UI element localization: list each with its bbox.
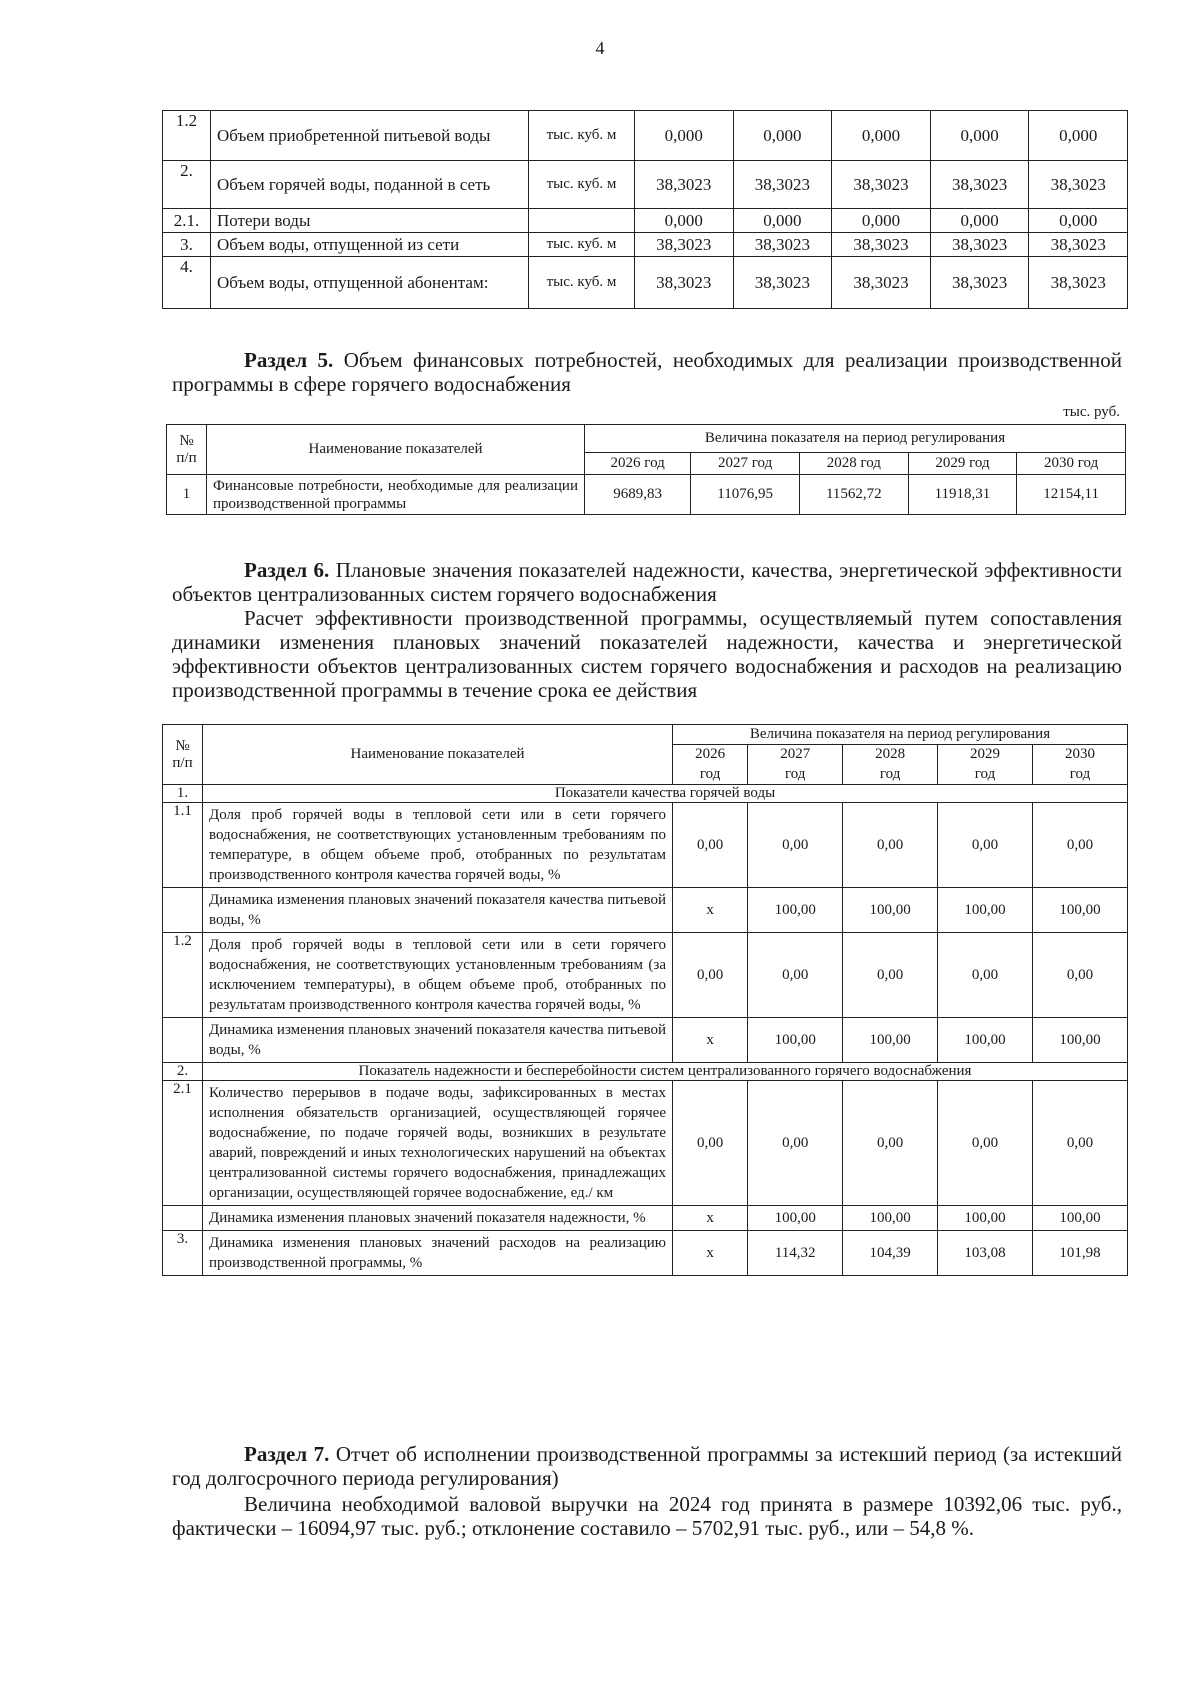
table-header-row: год год год год год <box>163 765 1128 785</box>
table-row: 2. Объем горячей воды, поданной в сеть тыс. куб. м 38,3023 38,3023 38,3023 38,3023 38,3023 <box>163 161 1128 209</box>
table-row: 4. Объем воды, отпущенной абонентам: тыс. куб. м 38,3023 38,3023 38,3023 38,3023 38,3023 <box>163 257 1128 309</box>
table-row: 3. Объем воды, отпущенной из сети тыс. куб. м 38,3023 38,3023 38,3023 38,3023 38,3023 <box>163 233 1128 257</box>
table-header-row: 2026 2027 2028 2029 2030 <box>163 745 1128 765</box>
section5-title: Раздел 5. Объем финансовых потребностей, необходимых для реализации производственной программы в сфере горячего водоснабжения <box>172 348 1122 396</box>
table-row: 1.2 Объем приобретенной питьевой воды тыс. куб. м 0,000 0,000 0,000 0,000 0,000 <box>163 111 1128 161</box>
table-row: 1 Финансовые потребности, необходимые для реализации производственной программы 9689,83 11076,95 11562,72 11918,31 12154,11 <box>167 475 1126 515</box>
section7-title: Раздел 7. Отчет об исполнении производственной программы за истекший период (за истекший год долгосрочного периода регулирования) <box>172 1442 1122 1490</box>
section6-title: Раздел 6. Плановые значения показателей надежности, качества, энергетической эффективности объектов централизованных систем горячего водоснабжения <box>172 558 1122 606</box>
table-row: 2.1 Количество перерывов в подаче воды, зафиксированных в местах исполнения обязательств организацией, осуществляющей горячее водоснабжение, по подаче горячей воды, возникших в результате аварий, повреждений и иных технологических нарушений на объектах централизованной системы горячего водоснабжения, принадлежащих организации, осуществляющей горячее водоснабжение, ед./ км 0,00 0,00 0,00 0,00 0,00 <box>163 1081 1128 1206</box>
table-header-row: 2026 год 2027 год 2028 год 2029 год 2030 год <box>167 453 1126 475</box>
group-row: 1. Показатели качества горячей воды <box>163 785 1128 803</box>
section7-paragraph: Величина необходимой валовой выручки на 2024 год принята в размере 10392,06 тыс. руб., фактически – 16094,97 тыс. руб.; отклонение составило – 5702,91 тыс. руб., или – 54,8 %. <box>172 1492 1122 1540</box>
table-header-row: № п/п Наименование показателей Величина показателя на период регулирования <box>167 425 1126 453</box>
volume-table <box>162 110 1128 309</box>
indicators-table <box>162 724 1128 1276</box>
table-row: 2.1. Потери воды 0,000 0,000 0,000 0,000 0,000 <box>163 209 1128 233</box>
table-row: Динамика изменения плановых значений показателя надежности, % х 100,00 100,00 100,00 100,00 <box>163 1206 1128 1231</box>
group-row: 2. Показатель надежности и бесперебойности систем централизованного горячего водоснабжения <box>163 1063 1128 1081</box>
finance-table <box>166 424 1126 515</box>
table-header-row: № п/п Наименование показателей Величина показателя на период регулирования <box>163 725 1128 745</box>
section6-paragraph: Расчет эффективности производственной программы, осуществляемый путем сопоставления динамики изменения плановых значений показателей надежности, качества и энергетической эффективности объектов централизованных систем горячего водоснабжения и расходов на реализацию производственной программы в течение срока ее действия <box>172 606 1122 702</box>
section5-unit: тыс. руб. <box>1063 404 1120 420</box>
table-row: Динамика изменения плановых значений показателя качества питьевой воды, % х 100,00 100,00 100,00 100,00 <box>163 1018 1128 1063</box>
table-row: 1.1 Доля проб горячей воды в тепловой сети или в сети горячего водоснабжения, не соответствующих установленным требованиям по температуре, в общем объеме проб, отобранных по результатам производственного контроля качества горячей воды, % 0,00 0,00 0,00 0,00 0,00 <box>163 803 1128 888</box>
table-row: 3. Динамика изменения плановых значений расходов на реализацию производственной программы, % х 114,32 104,39 103,08 101,98 <box>163 1231 1128 1276</box>
page-number: 4 <box>595 38 605 58</box>
table-row: Динамика изменения плановых значений показателя качества питьевой воды, % х 100,00 100,00 100,00 100,00 <box>163 888 1128 933</box>
table-row: 1.2 Доля проб горячей воды в тепловой сети или в сети горячего водоснабжения, не соответствующих установленным требованиям (за исключением температуры), в общем объеме проб, отобранных по результатам производственного контроля качества горячей воды, % 0,00 0,00 0,00 0,00 0,00 <box>163 933 1128 1018</box>
